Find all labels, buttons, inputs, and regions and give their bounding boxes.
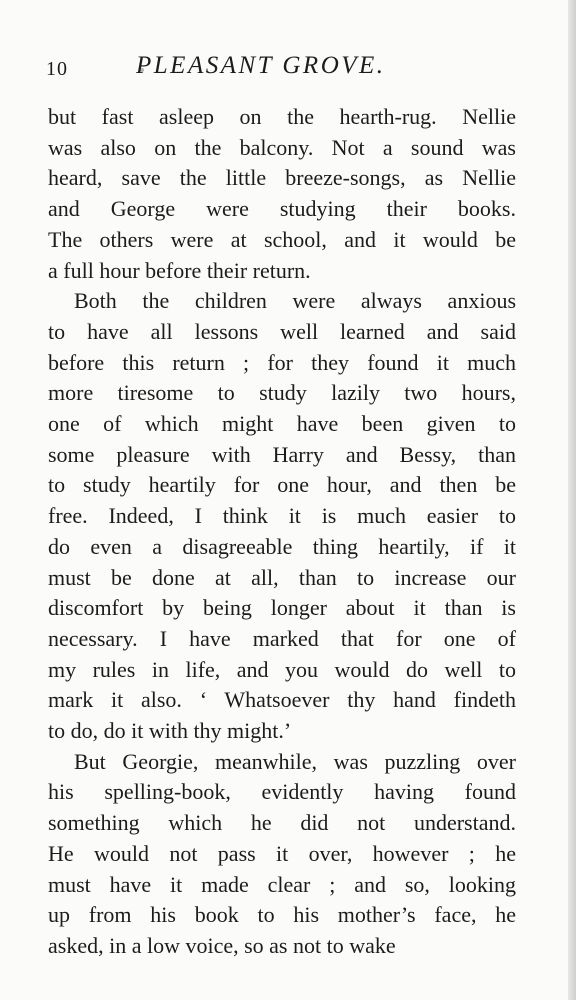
text-line: and George were studying their books.: [48, 196, 516, 222]
text-line: before this return ; for they found it much: [48, 349, 516, 375]
body-text: [48, 102, 516, 962]
text-line: one of which might have been given to: [48, 411, 516, 437]
text-line: was also on the balcony. Not a sound was: [48, 134, 516, 160]
text-line: necessary. I have marked that for one of: [48, 625, 516, 651]
page-number: 10: [46, 58, 68, 80]
text-line: some pleasure with Harry and Bessy, than: [48, 441, 516, 467]
text-line: up from his book to his mother’s face, he: [48, 902, 516, 928]
text-line: mark it also. ‘ Whatsoever thy hand findeth: [48, 687, 516, 713]
text-line: more tiresome to study lazily two hours,: [48, 380, 516, 406]
text-line: to do, do it with thy might.’: [48, 718, 292, 744]
text-line: my rules in life, and you would do well to: [48, 656, 516, 682]
text-line: Both the children were always anxious: [74, 288, 516, 314]
text-line: to have all lessons well learned and said: [48, 318, 516, 344]
paragraph: [48, 286, 516, 747]
text-line: his spelling-book, evidently having found: [48, 779, 516, 805]
text-line: The others were at school, and it would be: [48, 226, 516, 252]
text-line: free. Indeed, I think it is much easier to: [48, 503, 516, 529]
text-line: heard, save the little breeze-songs, as Nellie: [48, 165, 516, 191]
text-line: asked, in a low voice, so as not to wake: [48, 932, 396, 958]
text-line: but fast asleep on the hearth-rug. Nellie: [48, 104, 516, 129]
running-head: [46, 52, 516, 86]
text-line: But Georgie, meanwhile, was puzzling over: [74, 748, 516, 774]
running-title: PLEASANT GROVE.: [136, 52, 386, 79]
text-line: must have it made clear ; and so, looking: [48, 871, 516, 897]
text-line: a full hour before their return.: [48, 257, 311, 283]
page-edge-shadow: [568, 0, 576, 1000]
text-line: do even a disagreeable thing heartily, if it: [48, 533, 516, 559]
text-line: discomfort by being longer about it than is: [48, 595, 516, 621]
paragraph: [48, 102, 516, 286]
text-line: something which he did not understand.: [48, 810, 516, 836]
text-line: He would not pass it over, however ; he: [48, 840, 516, 866]
paragraph: [48, 747, 516, 962]
text-line: must be done at all, than to increase our: [48, 564, 516, 590]
text-line: to study heartily for one hour, and then be: [48, 472, 516, 498]
